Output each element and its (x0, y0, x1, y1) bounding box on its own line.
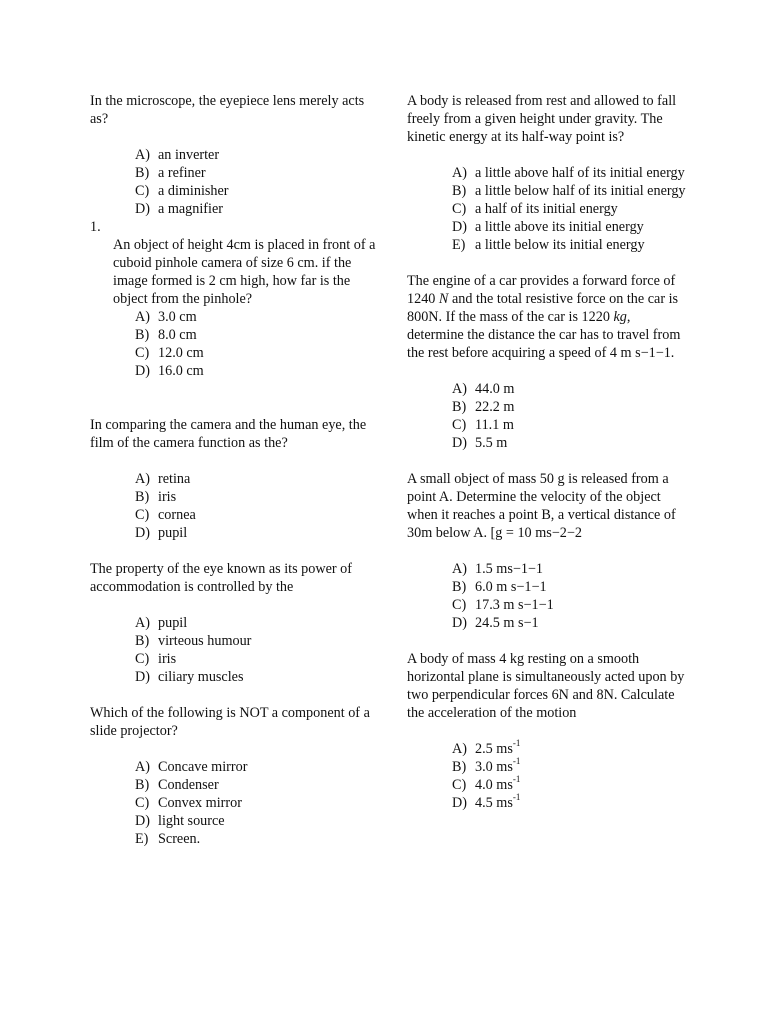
option-label: A) (452, 381, 467, 397)
option-label: B) (452, 399, 467, 415)
option-text (475, 794, 687, 812)
option-label: D) (135, 813, 150, 829)
option-text: 6.0 m s−1−1 (475, 579, 547, 595)
question-text-part: The engine of a car provides a forward force of 1240 (407, 273, 676, 307)
option-text: a magnifier (158, 201, 223, 217)
answer-option[interactable] (135, 830, 380, 848)
option-text: 8.0 cm (158, 327, 197, 343)
answer-option[interactable] (452, 182, 687, 200)
answer-option[interactable] (135, 470, 380, 488)
option-label: A) (135, 147, 150, 163)
option-label: A) (135, 759, 150, 775)
option-text: Convex mirror (158, 795, 242, 811)
answer-options (407, 740, 687, 812)
answer-option[interactable] (452, 434, 687, 452)
answer-options (407, 164, 687, 254)
question-text: A body is released from rest and allowed to fall freely from a given height under gravity. The kinetic energy at its half-way point is? (407, 93, 677, 145)
option-label: C) (452, 597, 467, 613)
question-free-fall (407, 92, 687, 254)
answer-option[interactable] (452, 218, 687, 236)
option-label: A) (135, 615, 150, 631)
option-value: 4.5 ms (475, 795, 513, 811)
answer-option[interactable] (135, 506, 380, 524)
option-text: virteous humour (158, 633, 252, 649)
answer-option[interactable] (452, 560, 687, 578)
unit-exponent: -1 (512, 756, 521, 767)
option-label: B) (135, 777, 150, 793)
question-text: An object of height 4cm is placed in front of a cuboid pinhole camera of size 6 cm. if the image formed is 2 cm high, how far is the object from the pinhole? (113, 237, 376, 307)
option-text: 12.0 cm (158, 345, 204, 361)
answer-option[interactable] (135, 776, 380, 794)
answer-option[interactable] (452, 416, 687, 434)
option-label: B) (135, 327, 150, 343)
option-text: 17.3 m s−1−1 (475, 597, 554, 613)
option-text: a little above its initial energy (475, 219, 644, 235)
option-label: C) (135, 345, 150, 361)
answer-option[interactable] (135, 164, 380, 182)
option-label: E) (452, 237, 466, 253)
answer-options (113, 308, 380, 380)
option-text: pupil (158, 615, 188, 631)
question-accommodation (90, 560, 380, 686)
answer-option[interactable] (135, 182, 380, 200)
question-text (407, 272, 687, 362)
answer-options (90, 614, 380, 686)
answer-options (90, 470, 380, 542)
answer-options (407, 380, 687, 452)
option-text (475, 758, 687, 776)
question-text: A small object of mass 50 g is released from a point A. Determine the velocity of the object when it reaches a point B, a vertical distance of 30m below A. [g = 10 ms−2−2 (407, 471, 676, 541)
question-eyepiece (90, 92, 380, 218)
unit-exponent: -1 (512, 792, 521, 803)
answer-option[interactable] (452, 596, 687, 614)
unit-exponent: -1 (512, 774, 521, 785)
option-text (475, 740, 687, 758)
option-label: A) (135, 471, 150, 487)
answer-options (90, 758, 380, 848)
option-label: D) (135, 525, 150, 541)
question-small-object (407, 470, 687, 632)
answer-option[interactable] (135, 200, 380, 218)
option-text: an inverter (158, 147, 220, 163)
unit-exponent: -1 (512, 738, 521, 749)
option-label: C) (135, 795, 150, 811)
option-label: C) (135, 183, 150, 199)
option-text: a little below its initial energy (475, 237, 645, 253)
answer-options (407, 560, 687, 632)
answer-option[interactable] (135, 488, 380, 506)
option-text: 24.5 m s−1 (475, 615, 539, 631)
answer-option[interactable] (135, 344, 380, 362)
option-text: a little below half of its initial energy (475, 183, 686, 199)
answer-option[interactable] (452, 614, 687, 632)
option-text: 5.5 m (475, 435, 508, 451)
answer-option[interactable] (452, 164, 687, 182)
option-text: light source (158, 813, 225, 829)
answer-option[interactable] (452, 758, 687, 776)
option-label: D) (135, 201, 150, 217)
option-text: 3.0 cm (158, 309, 197, 325)
question-text: Which of the following is NOT a component of a slide projector? (90, 705, 370, 739)
option-label: D) (452, 435, 467, 451)
option-text: pupil (158, 525, 188, 541)
option-label: A) (452, 165, 467, 181)
left-column (90, 92, 380, 866)
answer-option[interactable] (135, 650, 380, 668)
option-text: 11.1 m (475, 417, 514, 433)
answer-option[interactable] (452, 398, 687, 416)
option-text: iris (158, 651, 177, 667)
option-label: B) (452, 183, 467, 199)
option-label: A) (452, 741, 467, 757)
answer-options (90, 146, 380, 218)
option-text: ciliary muscles (158, 669, 244, 685)
answer-option[interactable] (135, 146, 380, 164)
option-label: D) (452, 615, 467, 631)
option-value: 2.5 ms (475, 741, 513, 757)
question-text-part: , determine the distance the car has to travel from the rest before acquiring a speed of 4 m s−1−1. (407, 309, 681, 361)
option-value: 3.0 ms (475, 759, 513, 775)
option-text: 1.5 ms−1−1 (475, 561, 544, 577)
option-label: C) (135, 651, 150, 667)
option-label: B) (135, 633, 150, 649)
answer-option[interactable] (452, 380, 687, 398)
option-text: 44.0 m (475, 381, 515, 397)
answer-option[interactable] (135, 524, 380, 542)
option-label: D) (452, 219, 467, 235)
answer-option[interactable] (135, 632, 380, 650)
answer-option[interactable] (452, 200, 687, 218)
option-label: A) (452, 561, 467, 577)
answer-option[interactable] (135, 614, 380, 632)
question-pinhole (90, 218, 380, 380)
option-text: a diminisher (158, 183, 229, 199)
option-text (475, 776, 687, 794)
answer-option[interactable] (135, 668, 380, 686)
question-body (90, 236, 380, 380)
answer-option[interactable] (452, 776, 687, 794)
option-label: A) (135, 309, 150, 325)
answer-option[interactable] (452, 236, 687, 254)
answer-option[interactable] (135, 794, 380, 812)
right-column (407, 92, 687, 830)
unit-kilogram: kg (613, 309, 627, 325)
option-text: 16.0 cm (158, 363, 204, 379)
option-text: a little above half of its initial energy (475, 165, 685, 181)
option-label: B) (452, 579, 467, 595)
question-acceleration (407, 650, 687, 812)
question-text-part: and the total resistive force on the car is 800N. If the mass of the car is 1220 (407, 291, 679, 325)
option-label: B) (135, 489, 150, 505)
option-label: C) (135, 507, 150, 523)
answer-option[interactable] (135, 362, 380, 380)
option-text: retina (158, 471, 191, 487)
answer-option[interactable] (135, 758, 380, 776)
option-label: C) (452, 201, 467, 217)
question-text: The property of the eye known as its power of accommodation is controlled by the (90, 561, 352, 595)
answer-option[interactable] (452, 578, 687, 596)
option-text: a refiner (158, 165, 206, 181)
option-text: a half of its initial energy (475, 201, 618, 217)
option-label: B) (135, 165, 150, 181)
option-text: Concave mirror (158, 759, 248, 775)
answer-option[interactable] (452, 794, 687, 812)
answer-option[interactable] (135, 308, 380, 326)
question-camera-eye (90, 416, 380, 542)
option-text: 22.2 m (475, 399, 515, 415)
answer-option[interactable] (135, 812, 380, 830)
option-label: B) (452, 759, 467, 775)
option-value: 4.0 ms (475, 777, 513, 793)
question-car-engine (407, 272, 687, 452)
option-label: C) (452, 777, 467, 793)
option-text: Condenser (158, 777, 219, 793)
option-label: D) (135, 669, 150, 685)
answer-option[interactable] (135, 326, 380, 344)
unit-newton: N (438, 291, 449, 307)
option-label: C) (452, 417, 467, 433)
option-text: cornea (158, 507, 196, 523)
answer-option[interactable] (452, 740, 687, 758)
option-label: D) (135, 363, 150, 379)
option-label: E) (135, 831, 149, 847)
question-slide-projector (90, 704, 380, 848)
question-text: In the microscope, the eyepiece lens merely acts as? (90, 93, 365, 127)
option-text: iris (158, 489, 177, 505)
question-text: A body of mass 4 kg resting on a smooth horizontal plane is simultaneously acted upon by two perpendicular forces 6N and 8N. Calculate the acceleration of the motion (407, 651, 685, 721)
option-label: D) (452, 795, 467, 811)
question-number: 1. (90, 219, 101, 235)
question-text: In comparing the camera and the human eye, the film of the camera function as the? (90, 417, 367, 451)
option-text: Screen. (158, 831, 201, 847)
